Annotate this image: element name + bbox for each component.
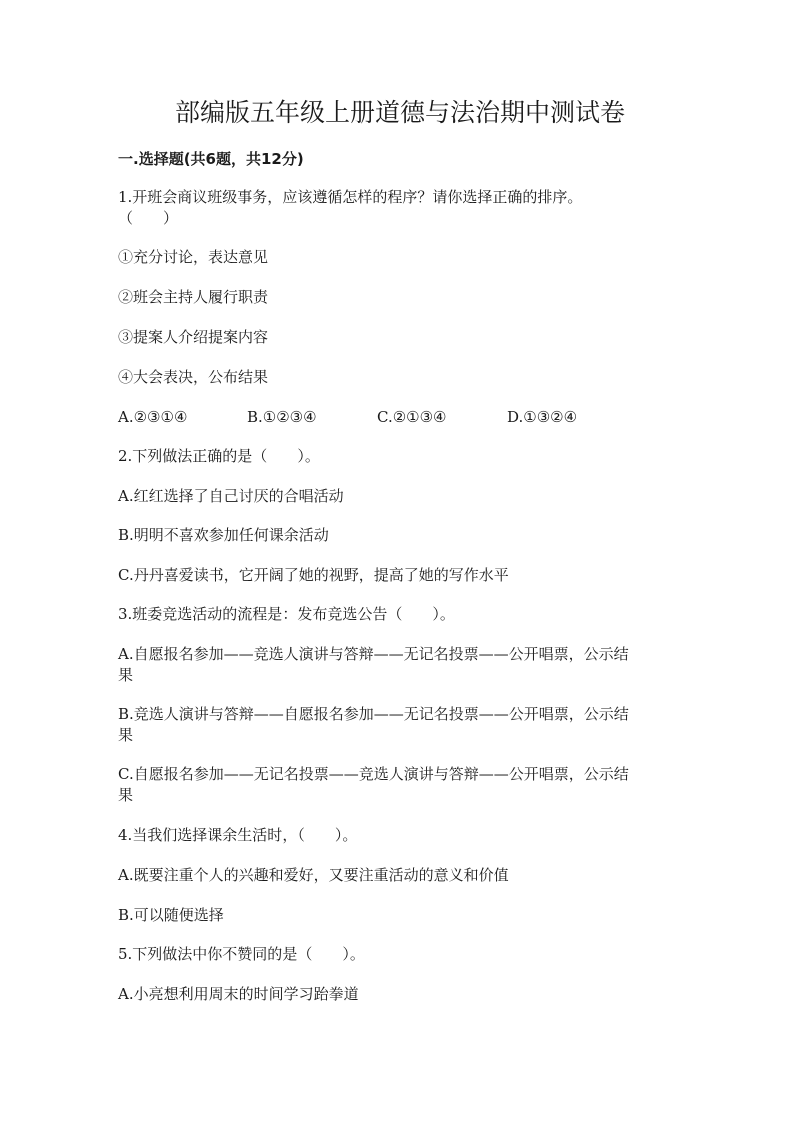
question-1-option-a: A.②③①④ [118,408,188,426]
question-1-item-2: ②班会主持人履行职责 [118,288,269,306]
question-1-item-4: ④大会表决，公布结果 [118,368,269,386]
question-2-option-c: C.丹丹喜爱读书，它开阔了她的视野，提高了她的写作水平 [118,566,509,584]
question-3-stem: 3.班委竞选活动的流程是：发布竞选公告（ ）。 [118,605,455,623]
exam-title: 部编版五年级上册道德与法治期中测试卷 [174,98,625,127]
question-1-stem: 1.开班会商议班级事务，应该遵循怎样的程序？请你选择正确的排序。 [118,188,583,206]
question-1-answer-blank: （ ） [118,209,179,227]
question-1-option-d: D.①③②④ [507,408,578,426]
question-4-option-a: A.既要注重个人的兴趣和爱好，又要注重活动的意义和价值 [118,866,509,884]
question-2-option-a: A.红红选择了自己讨厌的合唱活动 [118,487,344,505]
question-1-item-1: ①充分讨论，表达意见 [118,248,269,266]
question-3-option-c: C.自愿报名参加——无记名投票——竞选人演讲与答辩——公开唱票，公示结 [118,765,629,783]
question-1-option-b: B.①②③④ [247,408,317,426]
question-1-option-c: C.②①③④ [377,408,447,426]
question-5-option-a: A.小亮想利用周末的时间学习跆拳道 [118,985,359,1003]
question-1-item-3: ③提案人介绍提案内容 [118,328,269,346]
question-2-option-b: B.明明不喜欢参加任何课余活动 [118,526,329,544]
question-3-option-a-cont: 果 [118,666,134,684]
question-3-option-c-cont: 果 [118,786,134,804]
question-3-option-b: B.竞选人演讲与答辩——自愿报名参加——无记名投票——公开唱票，公示结 [118,705,629,723]
question-4-stem: 4.当我们选择课余生活时，（ ）。 [118,826,358,844]
question-5-stem: 5.下列做法中你不赞同的是（ ）。 [118,945,365,963]
question-2-stem: 2.下列做法正确的是（ ）。 [118,447,320,465]
section-heading: 一.选择题(共6题，共12分) [118,150,304,168]
question-4-option-b: B.可以随便选择 [118,906,224,924]
question-3-option-b-cont: 果 [118,726,134,744]
question-3-option-a: A.自愿报名参加——竞选人演讲与答辩——无记名投票——公开唱票，公示结 [118,645,629,663]
